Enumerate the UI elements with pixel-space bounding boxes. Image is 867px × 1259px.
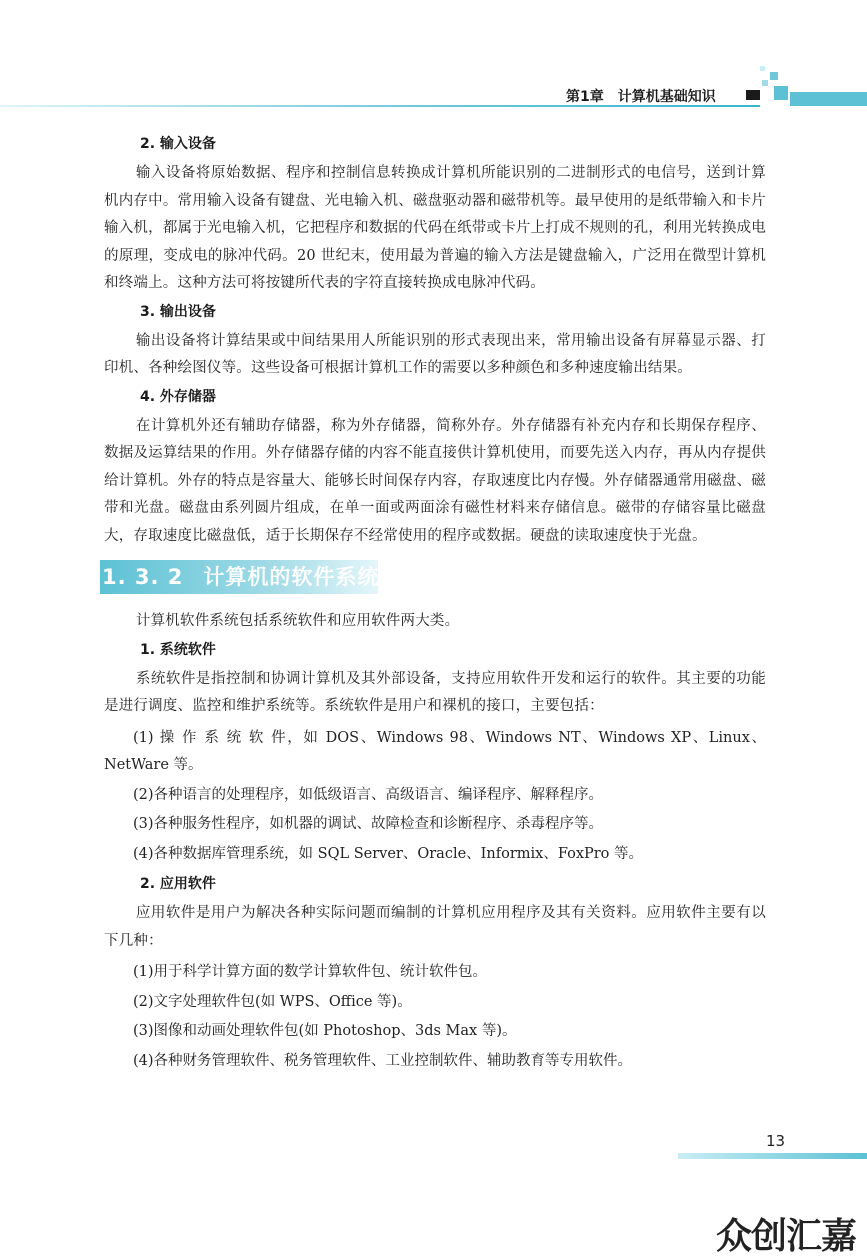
section-title-text: 计算机的软件系统	[203, 565, 380, 589]
list-item: (2)各种语言的处理程序，如低级语言、高级语言、编译程序、解释程序。	[133, 786, 604, 803]
header-decoration	[734, 66, 867, 110]
page-content	[104, 134, 766, 1077]
paragraph-input-devices: 输入设备将原始数据、程序和控制信息转换成计算机所能识别的二进制形式的电信号，送到计算机内存中。常用输入设备有键盘、光电输入机、磁盘驱动器和磁带机等。最早使用的是纸带输入和卡片输入机，都属于光电输入机，它把程序和数据的代码在纸带或卡片上打成不规则的孔，利用光转换成电的原理，变成电的脉冲代码。20 世纪末，使用最为普遍的输入方法是键盘输入，广泛用在微型计算机和终端上。这种方法可将按键所代表的字符直接转换成电脉冲代码。	[104, 165, 766, 291]
heading-output-devices: 3. 输出设备	[140, 303, 216, 320]
heading-input-devices: 2. 输入设备	[140, 136, 216, 152]
paragraph-external-storage: 在计算机外还有辅助存储器，称为外存储器，简称外存。外存储器有补充内存和长期保存程序、数据及运算结果的作用。外存储器存储的内容不能直接供计算机使用，而要先送入内存，再从内存提供给计算机。外存的特点是容量大、能够长时间保存内容，存取速度比内存慢。外存储器通常用磁盘、磁带和光盘。磁盘由系列圆片组成，在单一面或两面涂有磁性材料来存储信息。磁带的存储容量比磁盘大，存取速度比磁盘低，适于长期保存不经常使用的程序或数据。硬盘的读取速度快于光盘。	[104, 417, 766, 544]
paragraph-software-intro: 计算机软件系统包括系统软件和应用软件两大类。	[135, 613, 460, 629]
watermark-logo: 众创汇嘉	[716, 1216, 857, 1257]
chapter-header: 第1章 计算机基础知识	[566, 89, 716, 105]
paragraph-application-software: 应用软件是用户为解决各种实际问题而编制的计算机应用程序及其有关资料。应用软件主要有以下几种：	[104, 905, 766, 949]
list-item: (4)各种数据库管理系统，如 SQL Server、Oracle、Informix、FoxPro 等。	[133, 845, 644, 862]
list-item: (2)文字处理软件包(如 WPS、Office 等)。	[133, 993, 412, 1010]
heading-system-software: 1. 系统软件	[140, 641, 216, 658]
footer-bar	[678, 1153, 867, 1159]
list-item: (1) 操 作 系 统 软 件，如 DOS、Windows 98、Windows NT、Windows XP、Linux、NetWare 等。	[104, 729, 766, 773]
paragraph-output-devices: 输出设备将计算结果或中间结果用人所能识别的形式表现出来，常用输出设备有屏幕显示器、打印机、各种绘图仪等。这些设备可根据计算机工作的需要以多种颜色和多种速度输出结果。	[104, 332, 766, 376]
paragraph-system-software: 系统软件是指控制和协调计算机及其外部设备，支持应用软件开发和运行的软件。其主要的功能是进行调度、监控和维护系统等。系统软件是用户和裸机的接口，主要包括：	[104, 670, 766, 714]
page-number: 13	[766, 1132, 786, 1150]
heading-external-storage: 4. 外存储器	[140, 388, 216, 405]
heading-application-software: 2. 应用软件	[140, 876, 216, 892]
section-number: 1. 3. 2	[102, 565, 184, 589]
list-item: (3)图像和动画处理软件包(如 Photoshop、3ds Max 等)。	[133, 1023, 517, 1039]
header-rule	[0, 105, 760, 107]
section-title-software-system	[100, 560, 378, 594]
list-item: (1)用于科学计算方面的数学计算软件包、统计软件包。	[133, 964, 488, 980]
list-item: (3)各种服务性程序，如机器的调试、故障检查和诊断程序、杀毒程序等。	[133, 816, 604, 832]
list-item: (4)各种财务管理软件、税务管理软件、工业控制软件、辅助教育等专用软件。	[133, 1052, 633, 1069]
